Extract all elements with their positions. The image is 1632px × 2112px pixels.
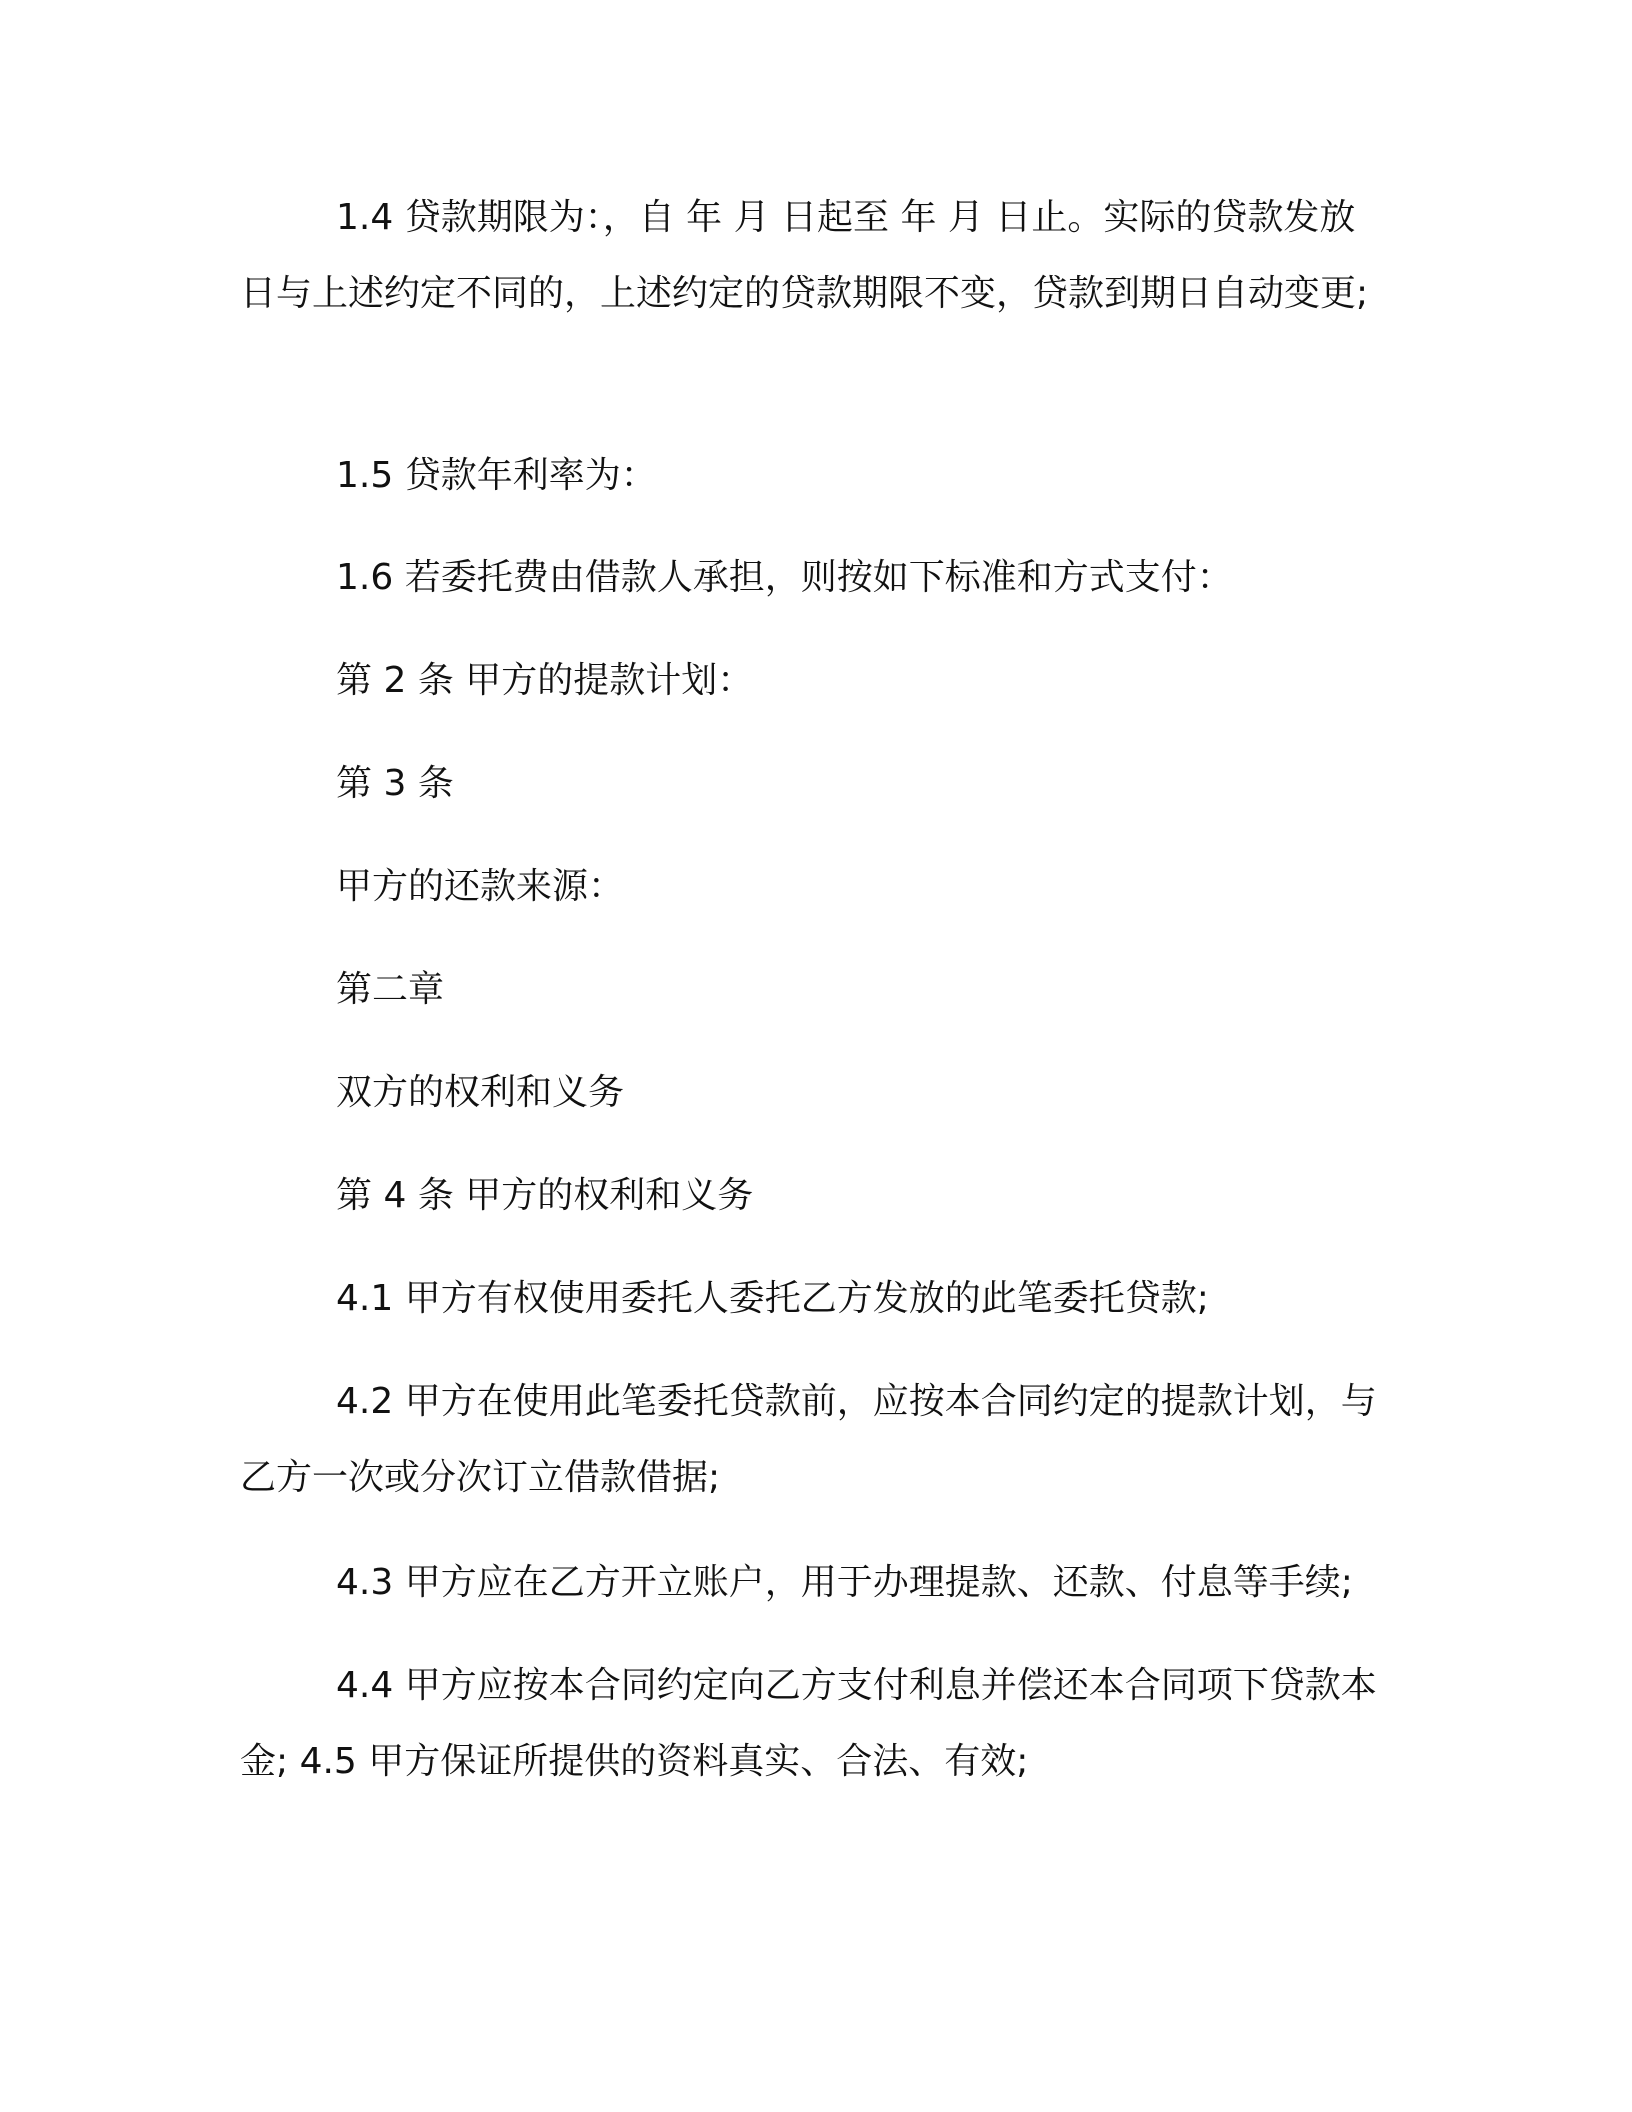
- chapter-heading: 第二章: [336, 969, 445, 1010]
- paragraph-article-2: 第 2 条 甲方的提款计划：: [336, 660, 754, 701]
- paragraph-1-5-interest-rate: 1.5 贷款年利率为：: [336, 455, 657, 496]
- paragraph-4-2: 4.2 甲方在使用此笔委托贷款前，应按本合同约定的提款计划，与乙方一次或分次订立借款借据;: [240, 1381, 1377, 1498]
- paragraph-4-1: 4.1 甲方有权使用委托人委托乙方发放的此笔委托贷款;: [336, 1278, 1209, 1319]
- paragraph-article-3: 第 3 条: [336, 763, 454, 804]
- paragraph-article-4: 第 4 条 甲方的权利和义务: [336, 1175, 754, 1216]
- paragraph-repayment-source: 甲方的还款来源：: [336, 866, 625, 907]
- paragraph-1-6-commission-fee: 1.6 若委托费由借款人承担，则按如下标准和方式支付：: [336, 557, 1233, 598]
- chapter-title: 双方的权利和义务: [336, 1072, 625, 1113]
- paragraph-4-4-4-5: 4.4 甲方应按本合同约定向乙方支付利息并偿还本合同项下贷款本金; 4.5 甲方保证所提供的资料真实、合法、有效;: [240, 1665, 1377, 1782]
- paragraph-4-3: 4.3 甲方应在乙方开立账户，用于办理提款、还款、付息等手续;: [336, 1562, 1353, 1603]
- paragraph-1-4-loan-term: 1.4 贷款期限为：，自 年 月 日起至 年 月 日止。实际的贷款发放日与上述约定不同的，上述约定的贷款期限不变，贷款到期日自动变更;: [240, 197, 1369, 314]
